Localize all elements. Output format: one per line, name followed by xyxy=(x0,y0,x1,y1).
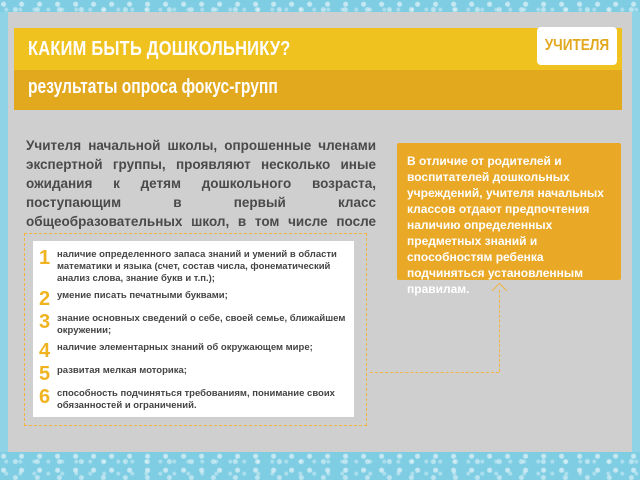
list-item xyxy=(39,249,350,285)
slide-title: КАКИМ БЫТЬ ДОШКОЛЬНИКУ? xyxy=(28,38,291,60)
list-item-number: 4 xyxy=(39,340,51,362)
list-item xyxy=(39,388,350,412)
slide-subtitle: результаты опроса фокус-групп xyxy=(28,76,278,98)
list-item-text: наличие элементарных знаний об окружающем мире; xyxy=(57,342,313,353)
list-item-number: 1 xyxy=(39,247,51,269)
connector-line-horizontal xyxy=(370,372,499,373)
list-item-text: способность подчиняться требованиям, понимание своих обязанностей и ограничений. xyxy=(57,388,335,411)
slide-header xyxy=(14,28,622,110)
list-item-text: развитая мелкая моторика; xyxy=(57,365,187,376)
list-item-text: наличие определенного запаса знаний и умений в области математики и языка (счет, состав числа, фонематический анализ слова, знание букв и т.п.); xyxy=(57,249,337,284)
decorative-frame-bottom xyxy=(0,452,640,480)
list-item xyxy=(39,342,350,360)
expectations-list xyxy=(33,241,354,417)
audience-badge xyxy=(537,27,617,65)
callout-text: В отличие от родителей и воспитателей дошкольных учреждений, учителя начальных классов отдают предпочтения наличию определенных предметных знаний и способностям ребенка подчиняться установленным правилам. xyxy=(407,154,604,296)
list-item-number: 3 xyxy=(39,311,51,333)
callout-box xyxy=(397,143,621,296)
list-item-text: знание основных сведений о себе, своей семье, ближайшем окружении; xyxy=(57,313,346,336)
expectations-list-box xyxy=(24,233,367,426)
list-item-number: 6 xyxy=(39,386,51,408)
list-item-number: 5 xyxy=(39,363,51,385)
list-item xyxy=(39,365,350,383)
connector-line-vertical xyxy=(499,290,500,372)
list-item-number: 2 xyxy=(39,288,51,310)
audience-badge-label: УЧИТЕЛЯ xyxy=(544,37,610,54)
list-item xyxy=(39,290,350,308)
decorative-frame-top xyxy=(0,0,640,12)
intro-text: Учителя начальной школы, опрошенные членами экспертной группы, проявляют несколько иные ожидания к детям дошкольного возраста, поступающим в первый класс общеобразовательных школ, в том числе после xyxy=(26,138,376,229)
list-item-text: умение писать печатными буквами; xyxy=(57,290,228,301)
subtitle-bar xyxy=(14,70,622,110)
list-item xyxy=(39,313,350,337)
